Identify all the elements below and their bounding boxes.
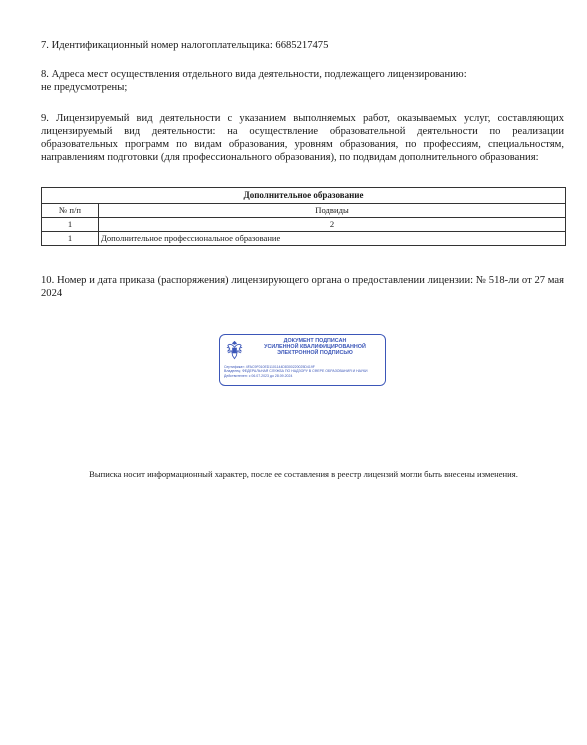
education-table [41, 187, 566, 246]
table-row [42, 232, 566, 246]
item-9-licensed-activity: 9. Лицензируемый вид деятельности с указанием выполняемых работ, оказываемых услуг, составляющих лицензируемый вид деятельности: на осуществление образовательной деятельности по реализации образовательных программ по видам образования, уровням образования, по профессиям, специальностям, направлениям подготовки (для профессионального образования), по подвидам дополнительного образования: [41, 113, 564, 163]
stamp-certificate: Сертификат: 4FAC9F010ED1101144D8300220025D419F [224, 365, 315, 369]
row-number: 1 [42, 232, 99, 246]
table-caption: Дополнительное образование [42, 188, 566, 204]
column-header-number: № п/п [42, 204, 99, 218]
stamp-details [224, 365, 384, 378]
digital-signature-stamp [219, 334, 386, 386]
item-8-value: не предусмотрены; [41, 82, 128, 93]
table-caption-row [42, 188, 566, 204]
column-index-2: 2 [99, 218, 566, 232]
item-7-tax-id: 7. Идентификационный номер налогоплательщика: 6685217475 [41, 40, 329, 51]
item-10-order: 10. Номер и дата приказа (распоряжения) лицензирующего органа о предоставлении лицензии: № 518-ли от 27 мая 2024 [41, 275, 564, 299]
coat-of-arms-icon [225, 339, 244, 361]
table-header-row [42, 204, 566, 218]
item-8-addresses [41, 68, 564, 94]
informational-note: Выписка носит информационный характер, после ее составления в реестр лицензий могли быть внесены изменения. [89, 469, 518, 479]
stamp-title: ДОКУМЕНТ ПОДПИСАН УСИЛЕННОЙ КВАЛИФИЦИРОВАННОЙ ЭЛЕКТРОННОЙ ПОДПИСЬЮ [264, 338, 366, 357]
column-index-1: 1 [42, 218, 99, 232]
table-index-row [42, 218, 566, 232]
row-subtype: Дополнительное профессиональное образование [99, 232, 566, 246]
item-8-title: 8. Адреса мест осуществления отдельного вида деятельности, подлежащего лицензированию: [41, 69, 467, 80]
stamp-owner: Владелец: ФЕДЕРАЛЬНАЯ СЛУЖБА ПО НАДЗОРУ В СФЕРЕ ОБРАЗОВАНИЯ И НАУКИ [224, 369, 368, 374]
stamp-validity: Действителен: с 06.07.2023 до 28.09.2024 [224, 373, 293, 378]
column-header-subtypes: Подвиды [99, 204, 566, 218]
